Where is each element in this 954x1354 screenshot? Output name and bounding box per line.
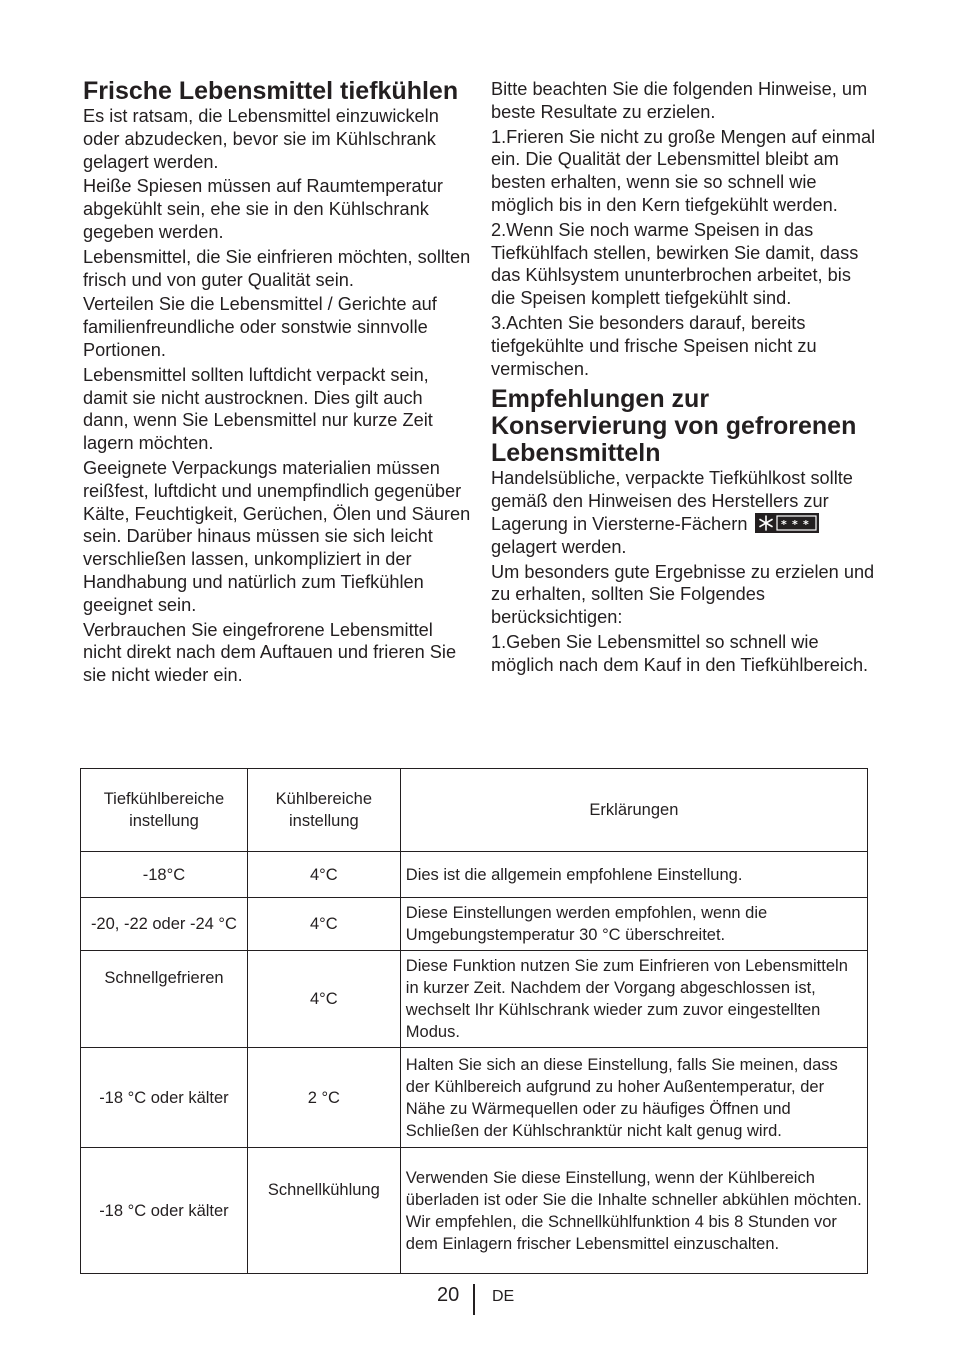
section-heading-freezing: Frische Lebensmittel tiefkühlen <box>83 77 459 105</box>
paragraph: Lebensmittel, die Sie einfrieren möchten, sollten frisch und von guter Qualität sein. <box>83 246 471 290</box>
svg-text:*: * <box>791 517 798 531</box>
table-cell: -20, -22 oder -24 °C <box>81 898 248 951</box>
paragraph: 1.Frieren Sie nicht zu große Mengen auf einmal ein. Die Qualität der Lebensmittel bleibt am besten erhalten, wenn sie so schnell wie möglich bis in den Kern tiefgekühlt werden. <box>491 126 876 215</box>
table-cell: 4°C <box>247 898 400 951</box>
paragraph: Um besonders gute Ergebnisse zu erzielen und zu erhalten, sollten Sie Folgendes berücksichtigen: <box>491 561 875 628</box>
table-cell: Diese Funktion nutzen Sie zum Einfrieren von Lebensmitteln in kurzer Zeit. Nachdem der Vorgang abgeschlossen ist, wechselt Ihr Kühlschrank wieder zum zuvor eingestellten Modus. <box>400 951 867 1048</box>
paragraph: 3.Achten Sie besonders darauf, bereits tiefgekühlte und frische Speisen nicht zu vermischen. <box>491 312 817 379</box>
table-cell: -18 °C oder kälter <box>81 1148 248 1274</box>
table-header-row <box>81 769 868 852</box>
page-number: 20 <box>437 1284 460 1306</box>
table-header-cell: Tiefkühlbereiche instellung <box>81 769 248 852</box>
table-cell: 2 °C <box>247 1048 400 1148</box>
svg-text:*: * <box>802 517 809 531</box>
table-cell: Halten Sie sich an diese Einstellung, falls Sie meinen, dass der Kühlbereich aufgrund zu hoher Außentemperatur, der Nähe zu Wärmequellen oder zu häufiges Öffnen und Schließen der Kühlschranktür nicht kalt genug wird. <box>400 1048 867 1148</box>
table-row <box>81 898 868 951</box>
right-column <box>491 78 876 679</box>
svg-text:*: * <box>780 517 787 531</box>
footer-divider <box>473 1284 475 1315</box>
table-cell: Diese Einstellungen werden empfohlen, wenn die Umgebungstemperatur 30 °C überschreitet. <box>400 898 867 951</box>
table-row <box>81 1148 868 1274</box>
language-code: DE <box>492 1288 515 1305</box>
paragraph: 2.Wenn Sie noch warme Speisen in das Tiefkühlfach stellen, bewirken Sie damit, dass das Kühlsystem ununterbrochen arbeitet, bis die Speisen komplett tiefgekühlt sind. <box>491 219 859 309</box>
paragraph: Heiße Spiesen müssen auf Raumtemperatur abgekühlt sein, ehe sie in den Kühlschrank gegeben werden. <box>83 176 443 242</box>
paragraph: Bitte beachten Sie die folgenden Hinweise, um beste Resultate zu erzielen. <box>491 79 868 122</box>
table-cell: Schnellkühlung <box>247 1148 400 1274</box>
table-header-cell: Kühlbereiche instellung <box>247 769 400 852</box>
table-header-cell: Erklärungen <box>400 769 867 852</box>
table-row <box>81 1048 868 1148</box>
settings-table <box>80 768 868 1274</box>
table-cell: Dies ist die allgemein empfohlene Einstellung. <box>400 852 867 898</box>
table-cell: -18°C <box>81 852 248 898</box>
table-row <box>81 852 868 898</box>
paragraph: Lebensmittel sollten luftdicht verpackt sein, damit sie nicht austrocknen. Dies gilt auch dann, wenn Sie Lebensmittel nur kurze Zeit lagern möchten. <box>83 364 433 454</box>
table-cell: Schnellgefrieren <box>81 951 248 1048</box>
paragraph: 1.Geben Sie Lebensmittel so schnell wie möglich nach dem Kauf in den Tiefkühlbereich. <box>491 631 869 675</box>
paragraph: Geeignete Verpackungs materialien müssen reißfest, luftdicht und unempfindlich gegenüber Kälte, Feuchtigkeit, Gerüchen, Ölen und Säuren sein. Darüber hinaus müssen sie sich leicht verschließen lassen, unkompliziert in der Handhabung und natürlich zum Tiefkühlen geeignet sein. <box>83 457 471 615</box>
paragraph: Verbrauchen Sie eingefrorene Lebensmittel nicht direkt nach dem Auftauen und frieren Sie sie nicht wieder ein. <box>83 619 457 686</box>
table-cell: -18 °C oder kälter <box>81 1048 248 1148</box>
table-cell: 4°C <box>247 951 400 1048</box>
table-cell: 4°C <box>247 852 400 898</box>
four-star-freezer-icon <box>755 513 819 533</box>
table-cell: Verwenden Sie diese Einstellung, wenn der Kühlbereich überladen ist oder Sie die Inhalte schneller abkühlen möchten. Wir empfehlen, die Schnellkühlfunktion 4 bis 8 Stunden vor dem Einlagern frischer Lebensmittel einzuschalten. <box>400 1148 867 1274</box>
paragraph-four-star <box>491 467 876 558</box>
left-column <box>83 78 473 689</box>
table-row <box>81 951 868 1048</box>
paragraph: Es ist ratsam, die Lebensmittel einzuwickeln oder abzudecken, bevor sie im Kühlschrank gelagert werden. <box>83 106 439 172</box>
four-star-text-before: Handelsübliche, verpackte Tiefkühlkost sollte gemäß den Hinweisen des Herstellers zur Lagerung in Viersterne-Fächern <box>491 468 853 534</box>
four-star-text-after: gelagert werden. <box>491 536 627 557</box>
section-heading-recommendations: Empfehlungen zur Konservierung von gefrorenen Lebensmitteln <box>491 385 857 468</box>
paragraph: Verteilen Sie die Lebensmittel / Gerichte auf familienfreundliche oder sonstwie sinnvolle Portionen. <box>83 294 437 360</box>
